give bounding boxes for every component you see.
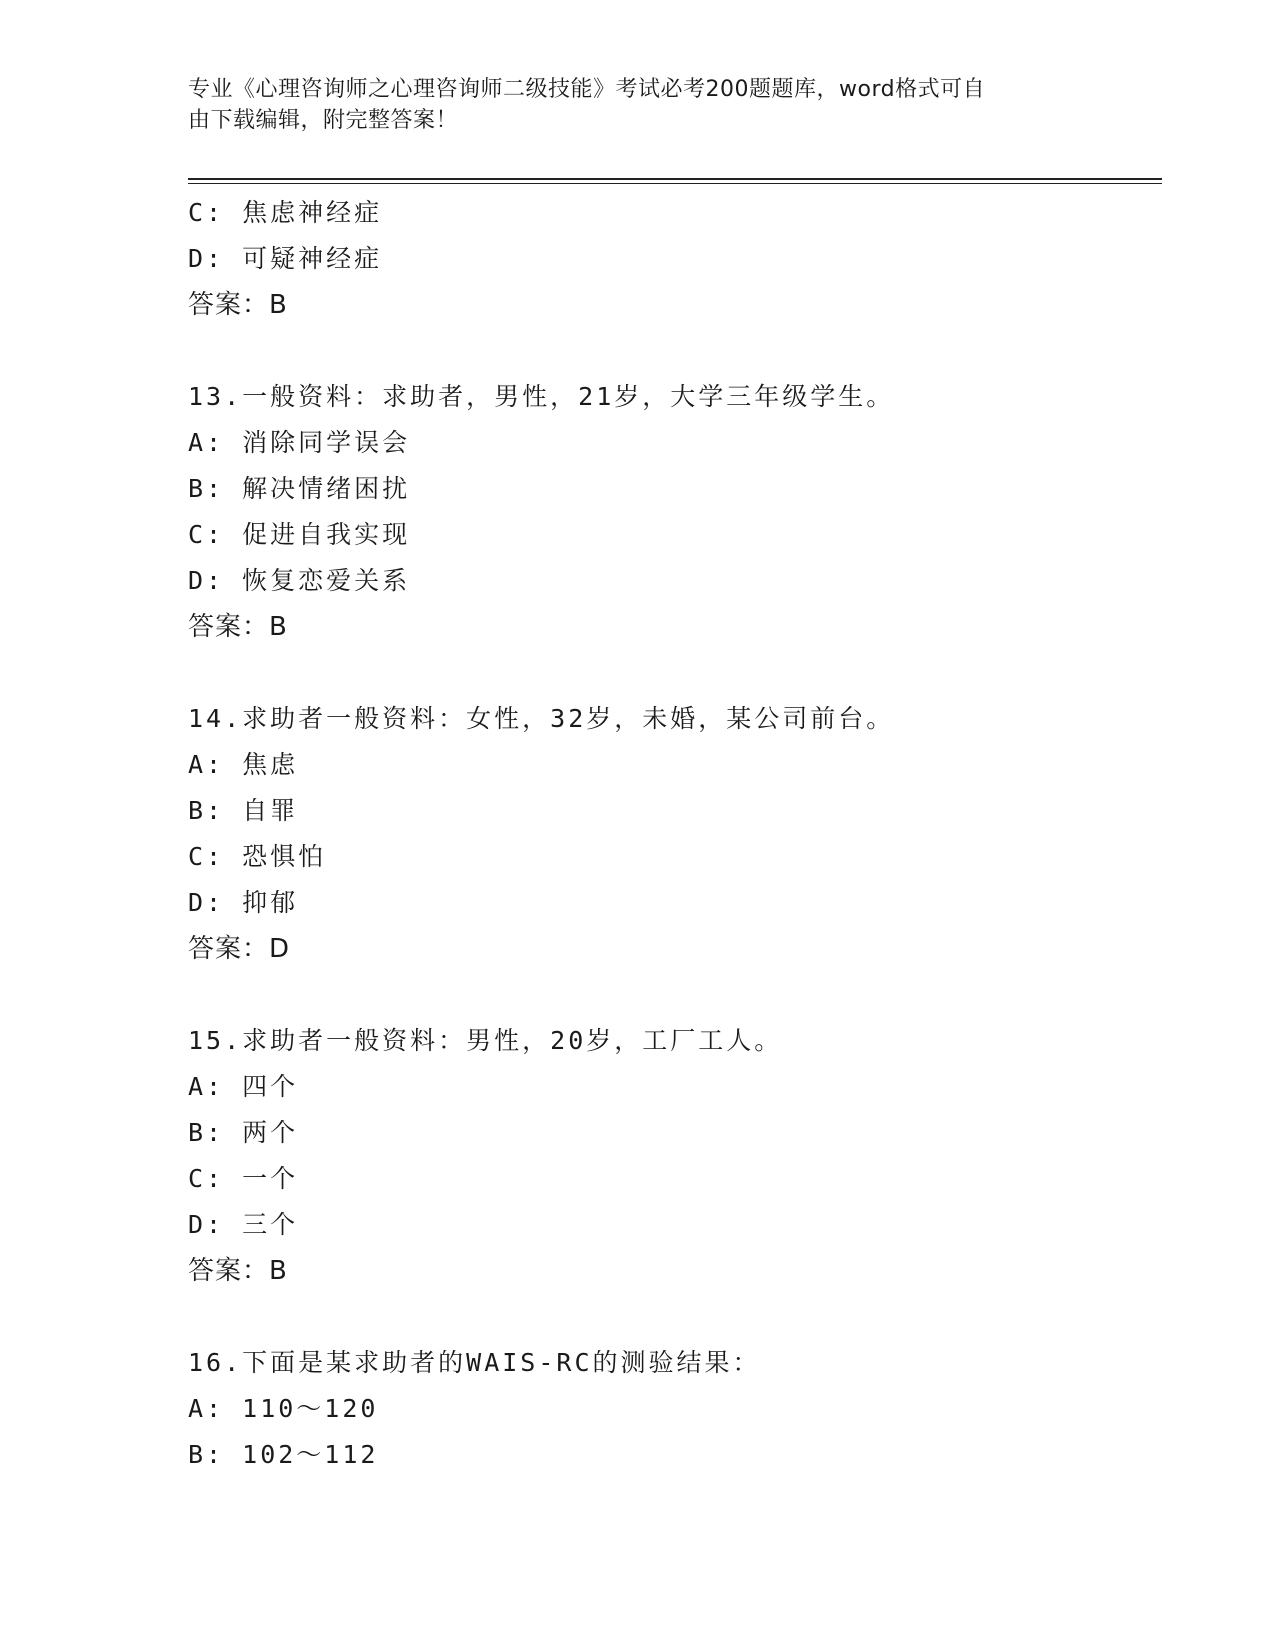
option-c: C: 焦虑神经症 <box>188 198 383 227</box>
question-block-16 <box>188 1340 1148 1478</box>
question-list <box>188 190 1148 1478</box>
spacer <box>188 650 1148 696</box>
option-a: A: 四个 <box>188 1072 299 1101</box>
option-c: C: 促进自我实现 <box>188 520 411 549</box>
header-line-2: 由下载编辑，附完整答案！ <box>188 108 459 133</box>
option-c: C: 一个 <box>188 1164 299 1193</box>
answer-line: 答案：B <box>188 612 288 642</box>
option-d: D: 三个 <box>188 1210 299 1239</box>
option-a: A: 110～120 <box>188 1394 379 1423</box>
document-header <box>188 74 1068 136</box>
question-stem: 16.下面是某求助者的WAIS-RC的测验结果： <box>188 1348 761 1377</box>
answer-line: 答案：D <box>188 934 291 964</box>
spacer <box>188 328 1148 374</box>
question-stem: 14.求助者一般资料：女性，32岁，未婚，某公司前台。 <box>188 704 895 733</box>
header-line-1: 专业《心理咨询师之心理咨询师二级技能》考试必考200题题库，word格式可自 <box>188 77 986 102</box>
option-d: D: 抑郁 <box>188 888 299 917</box>
question-stem: 15.求助者一般资料：男性，20岁，工厂工人。 <box>188 1026 783 1055</box>
question-block-13 <box>188 374 1148 650</box>
option-b: B: 自罪 <box>188 796 299 825</box>
option-b: B: 解决情绪困扰 <box>188 474 411 503</box>
option-a: A: 焦虑 <box>188 750 299 779</box>
option-c: C: 恐惧怕 <box>188 842 327 871</box>
question-block-15 <box>188 1018 1148 1294</box>
spacer <box>188 1294 1148 1340</box>
answer-line: 答案：B <box>188 1256 288 1286</box>
option-a: A: 消除同学误会 <box>188 428 411 457</box>
header-divider-thin <box>188 183 1162 184</box>
option-d: D: 恢复恋爱关系 <box>188 566 411 595</box>
option-b: B: 两个 <box>188 1118 299 1147</box>
answer-line: 答案：B <box>188 290 288 320</box>
header-divider-thick <box>188 178 1162 180</box>
option-d: D: 可疑神经症 <box>188 244 383 273</box>
question-block-12 <box>188 190 1148 328</box>
question-block-14 <box>188 696 1148 972</box>
spacer <box>188 972 1148 1018</box>
option-b: B: 102～112 <box>188 1440 379 1469</box>
question-stem: 13.一般资料：求助者，男性，21岁，大学三年级学生。 <box>188 382 895 411</box>
